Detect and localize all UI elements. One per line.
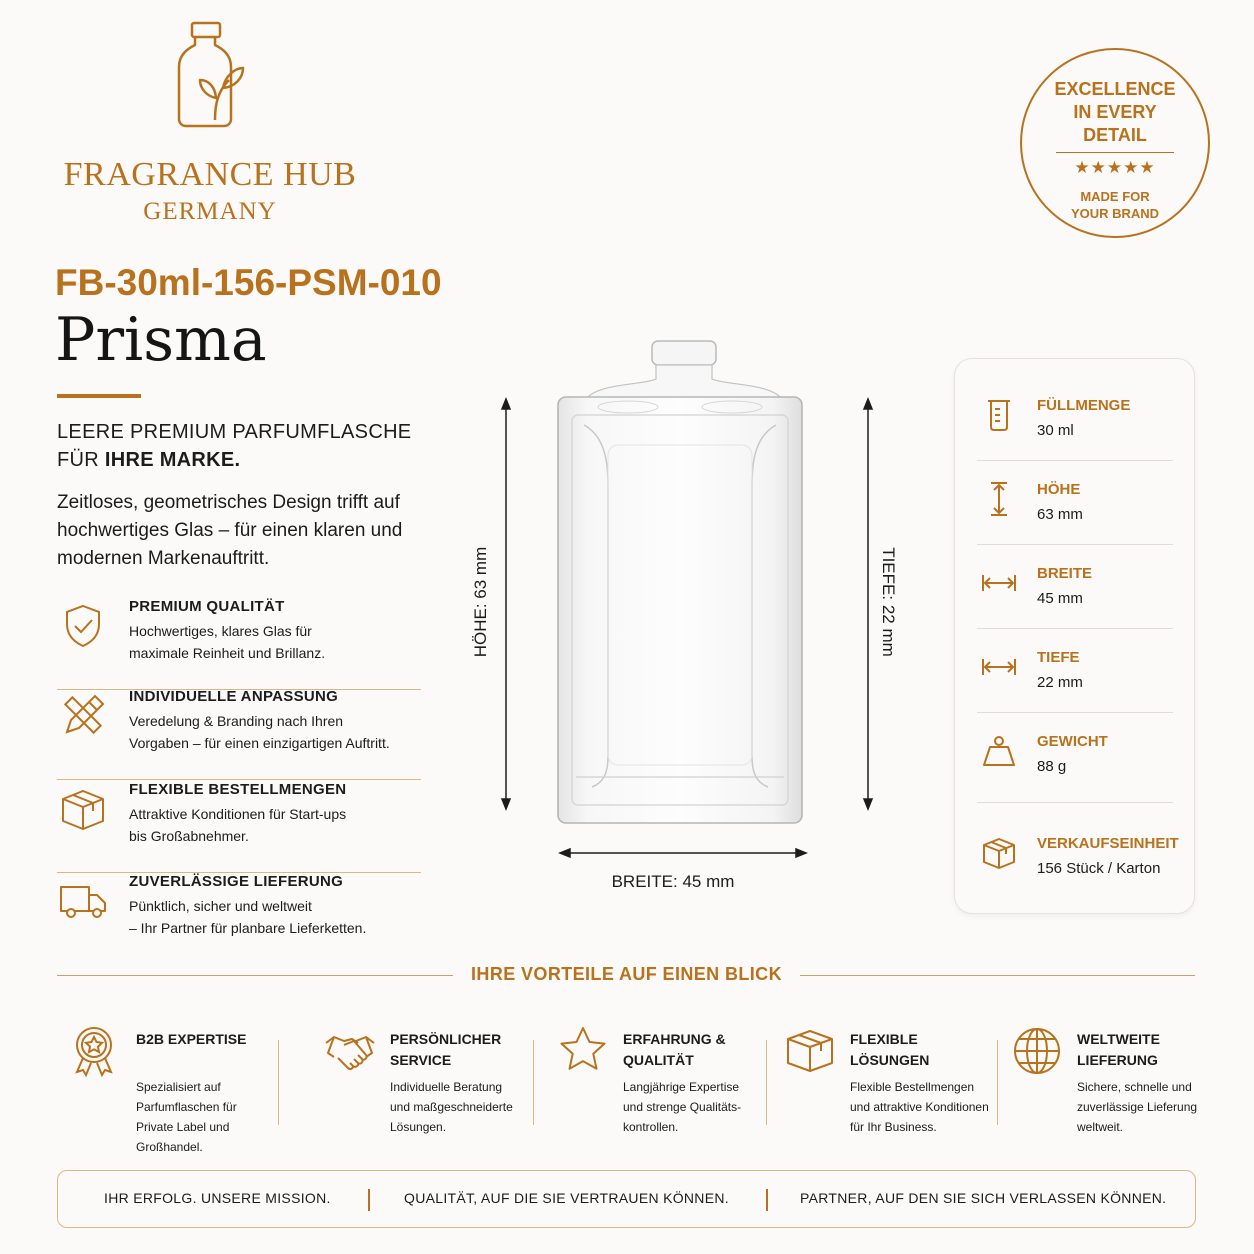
benefit-text: Langjährige Expertise	[623, 1080, 740, 1094]
footer-item: QUALITÄT, AUF DIE SIE VERTRAUEN KÖNNEN.	[404, 1190, 729, 1206]
feature-item	[57, 873, 421, 965]
feature-item	[57, 598, 421, 690]
spec-card	[954, 358, 1195, 914]
spec-row	[977, 545, 1173, 629]
seal-line-3: DETAIL	[1083, 125, 1147, 145]
benefit-text: Individuelle Beratung	[390, 1080, 503, 1094]
product-description: Zeitloses, geometrisches Design trifft auf hochwertiges Glas – für einen klaren und modernen Markenauftritt.	[57, 492, 403, 569]
product-sku: FB-30ml-156-PSM-010	[55, 262, 442, 303]
divider	[278, 1040, 279, 1125]
spec-label: VERKAUFSEINHEIT	[1037, 835, 1179, 852]
tagline-emphasis: IHRE MARKE.	[104, 449, 241, 471]
benefit-text: Lösungen.	[390, 1120, 447, 1134]
feature-title: INDIVIDUELLE ANPASSUNG	[129, 688, 339, 705]
spec-label: GEWICHT	[1037, 733, 1108, 750]
box-icon	[784, 1025, 836, 1077]
feature-text: Hochwertiges, klares Glas für	[129, 623, 312, 639]
box-icon	[59, 785, 107, 833]
benefit-text: Spezialisiert auf	[136, 1080, 221, 1094]
benefit-text: und strenge Qualitäts-	[623, 1100, 742, 1114]
height-arrow-icon	[981, 481, 1017, 517]
width-dimension-arrow	[558, 843, 808, 863]
divider	[57, 975, 453, 976]
seal-line-5: YOUR BRAND	[1070, 206, 1160, 221]
feature-text: – Ihr Partner für planbare Lieferketten.	[129, 920, 367, 936]
product-name: Prisma	[55, 305, 267, 375]
width-dimension-label: BREITE: 45 mm	[611, 872, 735, 891]
feature-text: Pünktlich, sicher und weltweit	[129, 898, 312, 914]
benefit-title: WELTWEITE	[1077, 1031, 1160, 1047]
feature-text: bis Großabnehmer.	[129, 828, 249, 844]
award-icon	[70, 1025, 122, 1077]
spec-value: 22 mm	[1037, 674, 1083, 691]
benefit-text: zuverlässige Lieferung	[1077, 1100, 1198, 1114]
footer-separator	[766, 1189, 768, 1211]
seal-divider	[1056, 152, 1174, 153]
footer-banner	[57, 1170, 1196, 1228]
handshake-icon	[324, 1025, 376, 1077]
spec-label: TIEFE	[1037, 649, 1080, 666]
depth-arrow-icon	[981, 649, 1017, 685]
tagline-line-1: LEERE PREMIUM PARFUMFLASCHE	[57, 421, 412, 443]
feature-text: maximale Reinheit und Brillanz.	[129, 645, 326, 661]
tagline-line-2	[57, 446, 437, 474]
benefits-title: IHRE VORTEILE AUF EINEN BLICK	[471, 964, 782, 984]
benefit-title: FLEXIBLE	[850, 1031, 918, 1047]
benefit-text: weltweit.	[1077, 1120, 1124, 1134]
spec-value: 63 mm	[1037, 506, 1083, 523]
weight-icon	[981, 733, 1017, 769]
feature-text: Vorgaben – für einen einzigartigen Auftritt.	[129, 735, 390, 751]
spec-row	[977, 713, 1173, 803]
benefit-text: kontrollen.	[623, 1120, 679, 1134]
feature-title: PREMIUM QUALITÄT	[129, 598, 285, 615]
spec-value: 45 mm	[1037, 590, 1083, 607]
benefit-title: LÖSUNGEN	[850, 1052, 930, 1068]
shield-check-icon	[59, 602, 107, 650]
benefit-title: QUALITÄT	[623, 1052, 694, 1068]
spec-value: 88 g	[1037, 758, 1067, 775]
divider	[997, 1040, 998, 1125]
footer-item: PARTNER, AUF DEN SIE SICH VERLASSEN KÖNNEN.	[800, 1190, 1167, 1206]
spec-row	[977, 461, 1173, 545]
benefit-text: Großhandel.	[136, 1140, 203, 1154]
divider	[766, 1040, 767, 1125]
spec-value: 156 Stück / Karton	[1037, 860, 1161, 877]
footer-separator	[368, 1189, 370, 1211]
seal-line-2: IN EVERY	[1073, 102, 1157, 122]
title-underline	[57, 394, 141, 398]
seal-line-1: EXCELLENCE	[1054, 79, 1176, 99]
brand-country: GERMANY	[143, 198, 277, 225]
benefit-text: für Ihr Business.	[850, 1120, 937, 1134]
seal-stars: ★★★★★	[1074, 158, 1156, 177]
spec-value: 30 ml	[1037, 422, 1074, 439]
feature-title: ZUVERLÄSSIGE LIEFERUNG	[129, 873, 344, 890]
spec-row	[977, 377, 1173, 461]
feature-text: Attraktive Konditionen für Start-ups	[129, 806, 347, 822]
spec-row	[977, 629, 1173, 713]
pencil-ruler-icon	[59, 692, 107, 740]
benefit-title: SERVICE	[390, 1052, 452, 1068]
depth-dimension-label: TIEFE: 22 mm	[879, 547, 898, 657]
perfume-bottle-image	[548, 335, 813, 835]
benefit-text: Parfumflaschen für	[136, 1100, 237, 1114]
product-tagline	[57, 418, 437, 474]
benefit-text: Flexible Bestellmengen	[850, 1080, 975, 1094]
benefit-text: Private Label und	[136, 1120, 230, 1134]
spec-row	[977, 815, 1179, 899]
brand-logo	[55, 18, 365, 225]
feature-title: FLEXIBLE BESTELLMENGEN	[129, 781, 347, 798]
brand-name: FRAGRANCE HUB	[63, 156, 357, 193]
benefit-text: und attraktive Konditionen	[850, 1100, 989, 1114]
divider	[800, 975, 1195, 976]
feature-item	[57, 781, 421, 873]
width-arrow-icon	[981, 565, 1017, 601]
seal-line-4: MADE FOR	[1080, 189, 1150, 204]
benefit-title: PERSÖNLICHER	[390, 1031, 502, 1047]
height-dimension-label: HÖHE: 63 mm	[471, 546, 490, 658]
globe-icon	[1011, 1025, 1063, 1077]
truck-icon	[59, 877, 107, 925]
star-icon	[557, 1025, 609, 1077]
benefit-text: und maßgeschneiderte	[390, 1100, 513, 1114]
spec-label: HÖHE	[1037, 481, 1081, 498]
benefit-title: LIEFERUNG	[1077, 1052, 1158, 1068]
feature-text: Veredelung & Branding nach Ihren	[129, 713, 344, 729]
footer-item: IHR ERFOLG. UNSERE MISSION.	[104, 1190, 331, 1206]
bottle-leaf-icon	[175, 18, 245, 133]
benefit-title: ERFAHRUNG &	[623, 1031, 726, 1047]
tagline-prefix: FÜR	[57, 449, 105, 471]
quality-seal	[1020, 48, 1210, 238]
spec-label: BREITE	[1037, 565, 1093, 582]
spec-label: FÜLLMENGE	[1037, 397, 1131, 414]
divider	[533, 1040, 534, 1125]
package-icon	[981, 835, 1017, 871]
beaker-icon	[981, 397, 1017, 433]
benefit-text: Sichere, schnelle und	[1077, 1080, 1192, 1094]
feature-item	[57, 688, 421, 780]
benefit-title: B2B EXPERTISE	[136, 1031, 247, 1047]
